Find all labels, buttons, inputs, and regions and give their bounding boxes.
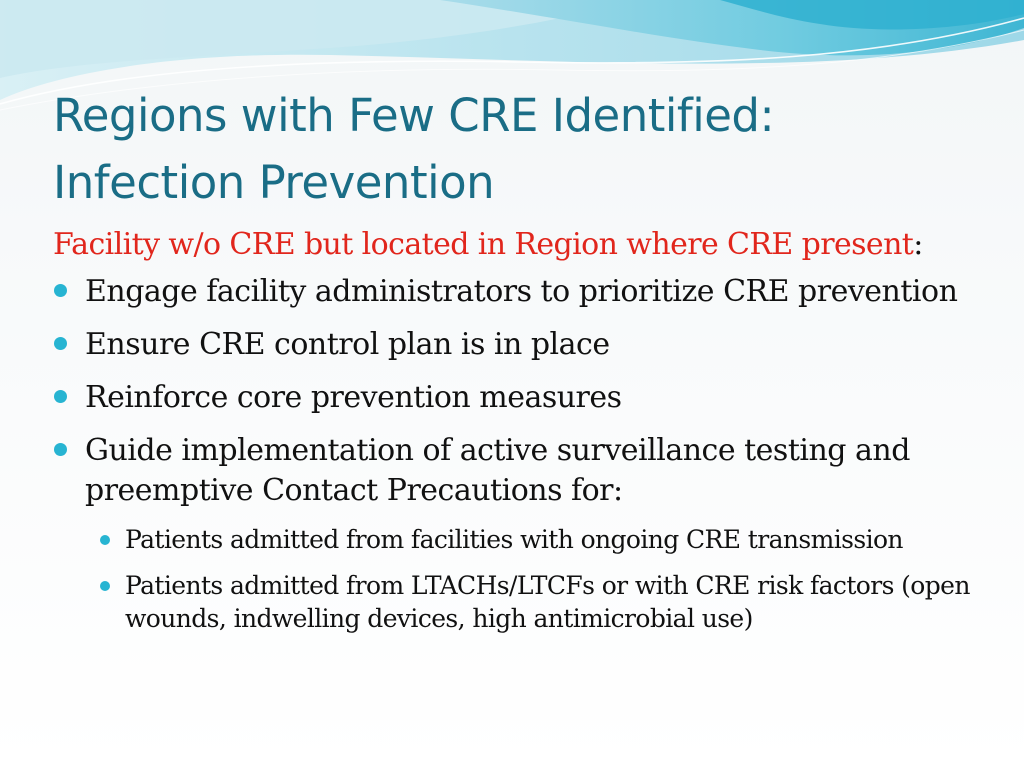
slide-title-line-1: Regions with Few CRE Identified: <box>53 89 775 142</box>
subheading <box>53 224 1003 266</box>
sub-bullet-dot-icon <box>100 581 110 591</box>
bullet-item <box>53 431 1003 635</box>
bullet-text: Engage facility administrators to prioritize CRE prevention <box>85 274 958 309</box>
bullet-text: Reinforce core prevention measures <box>85 380 622 415</box>
bullet-text: Guide implementation of active surveillance testing and preemptive Contact Precautions for: <box>85 433 910 508</box>
bullet-dot-icon <box>54 390 67 403</box>
sub-bullet-item <box>95 569 1003 635</box>
bullet-item <box>53 272 1003 312</box>
slide-title <box>53 82 993 216</box>
sub-bullet-dot-icon <box>100 535 110 545</box>
bullet-dot-icon <box>54 443 67 456</box>
bullet-dot-icon <box>54 284 67 297</box>
sub-bullet-text: Patients admitted from LTACHs/LTCFs or with CRE risk factors (open wounds, indwelling devices, high antimicrobial use) <box>125 571 970 633</box>
bullet-dot-icon <box>54 337 67 350</box>
bullet-text: Ensure CRE control plan is in place <box>85 327 610 362</box>
subheading-colon: : <box>913 227 923 262</box>
slide-body <box>53 224 1003 648</box>
sub-bullet-list <box>95 523 1003 635</box>
slide-title-line-2: Infection Prevention <box>53 156 495 209</box>
subheading-highlight: Facility w/o CRE but located in Region where CRE present <box>53 227 914 262</box>
bullet-item <box>53 325 1003 365</box>
bullet-list <box>53 272 1003 635</box>
sub-bullet-item <box>95 523 1003 556</box>
bullet-item <box>53 378 1003 418</box>
sub-bullet-text: Patients admitted from facilities with ongoing CRE transmission <box>125 525 903 554</box>
